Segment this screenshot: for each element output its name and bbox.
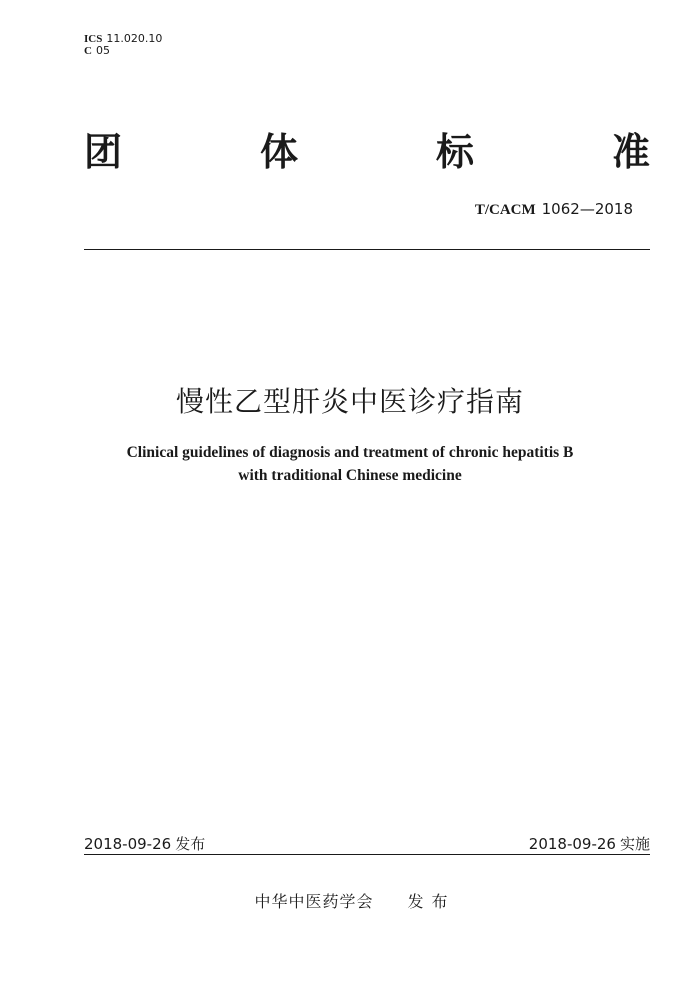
implementation-date: 2018-09-26 xyxy=(528,835,616,853)
classification-code: 05 xyxy=(95,44,110,57)
classification-code-line xyxy=(84,45,110,57)
issue-date: 2018-09-26 xyxy=(84,835,172,853)
issue-date-line xyxy=(84,833,205,854)
top-divider xyxy=(84,249,650,250)
publisher-line xyxy=(0,889,700,912)
standard-type-char: 体 xyxy=(259,130,298,174)
ics-code: 11.020.10 xyxy=(106,32,163,45)
standard-code: T/CACM xyxy=(474,202,536,218)
publisher-name: 中华中医药学会 xyxy=(254,892,374,911)
ics-label: ICS xyxy=(84,33,103,45)
document-title-english-line2: with traditional Chinese medicine xyxy=(238,467,462,484)
document-title-english-line1: Clinical guidelines of diagnosis and treatment of chronic hepatitis B xyxy=(126,444,574,461)
standard-type-char: 标 xyxy=(435,130,474,174)
standard-number xyxy=(475,200,633,219)
implementation-date-line xyxy=(529,833,650,854)
standard-number-value: 1062—2018 xyxy=(541,200,633,218)
standard-type-char: 团 xyxy=(84,130,123,174)
issue-label: 发布 xyxy=(175,835,206,853)
classification-label: C xyxy=(84,45,92,57)
bottom-divider xyxy=(84,854,650,855)
publisher-action: 发布 xyxy=(407,892,456,911)
standard-type-title xyxy=(84,128,650,176)
standard-type-char: 准 xyxy=(611,130,650,174)
implementation-label: 实施 xyxy=(619,835,650,853)
document-title-chinese: 慢性乙型肝炎中医诊疗指南 xyxy=(175,385,524,418)
